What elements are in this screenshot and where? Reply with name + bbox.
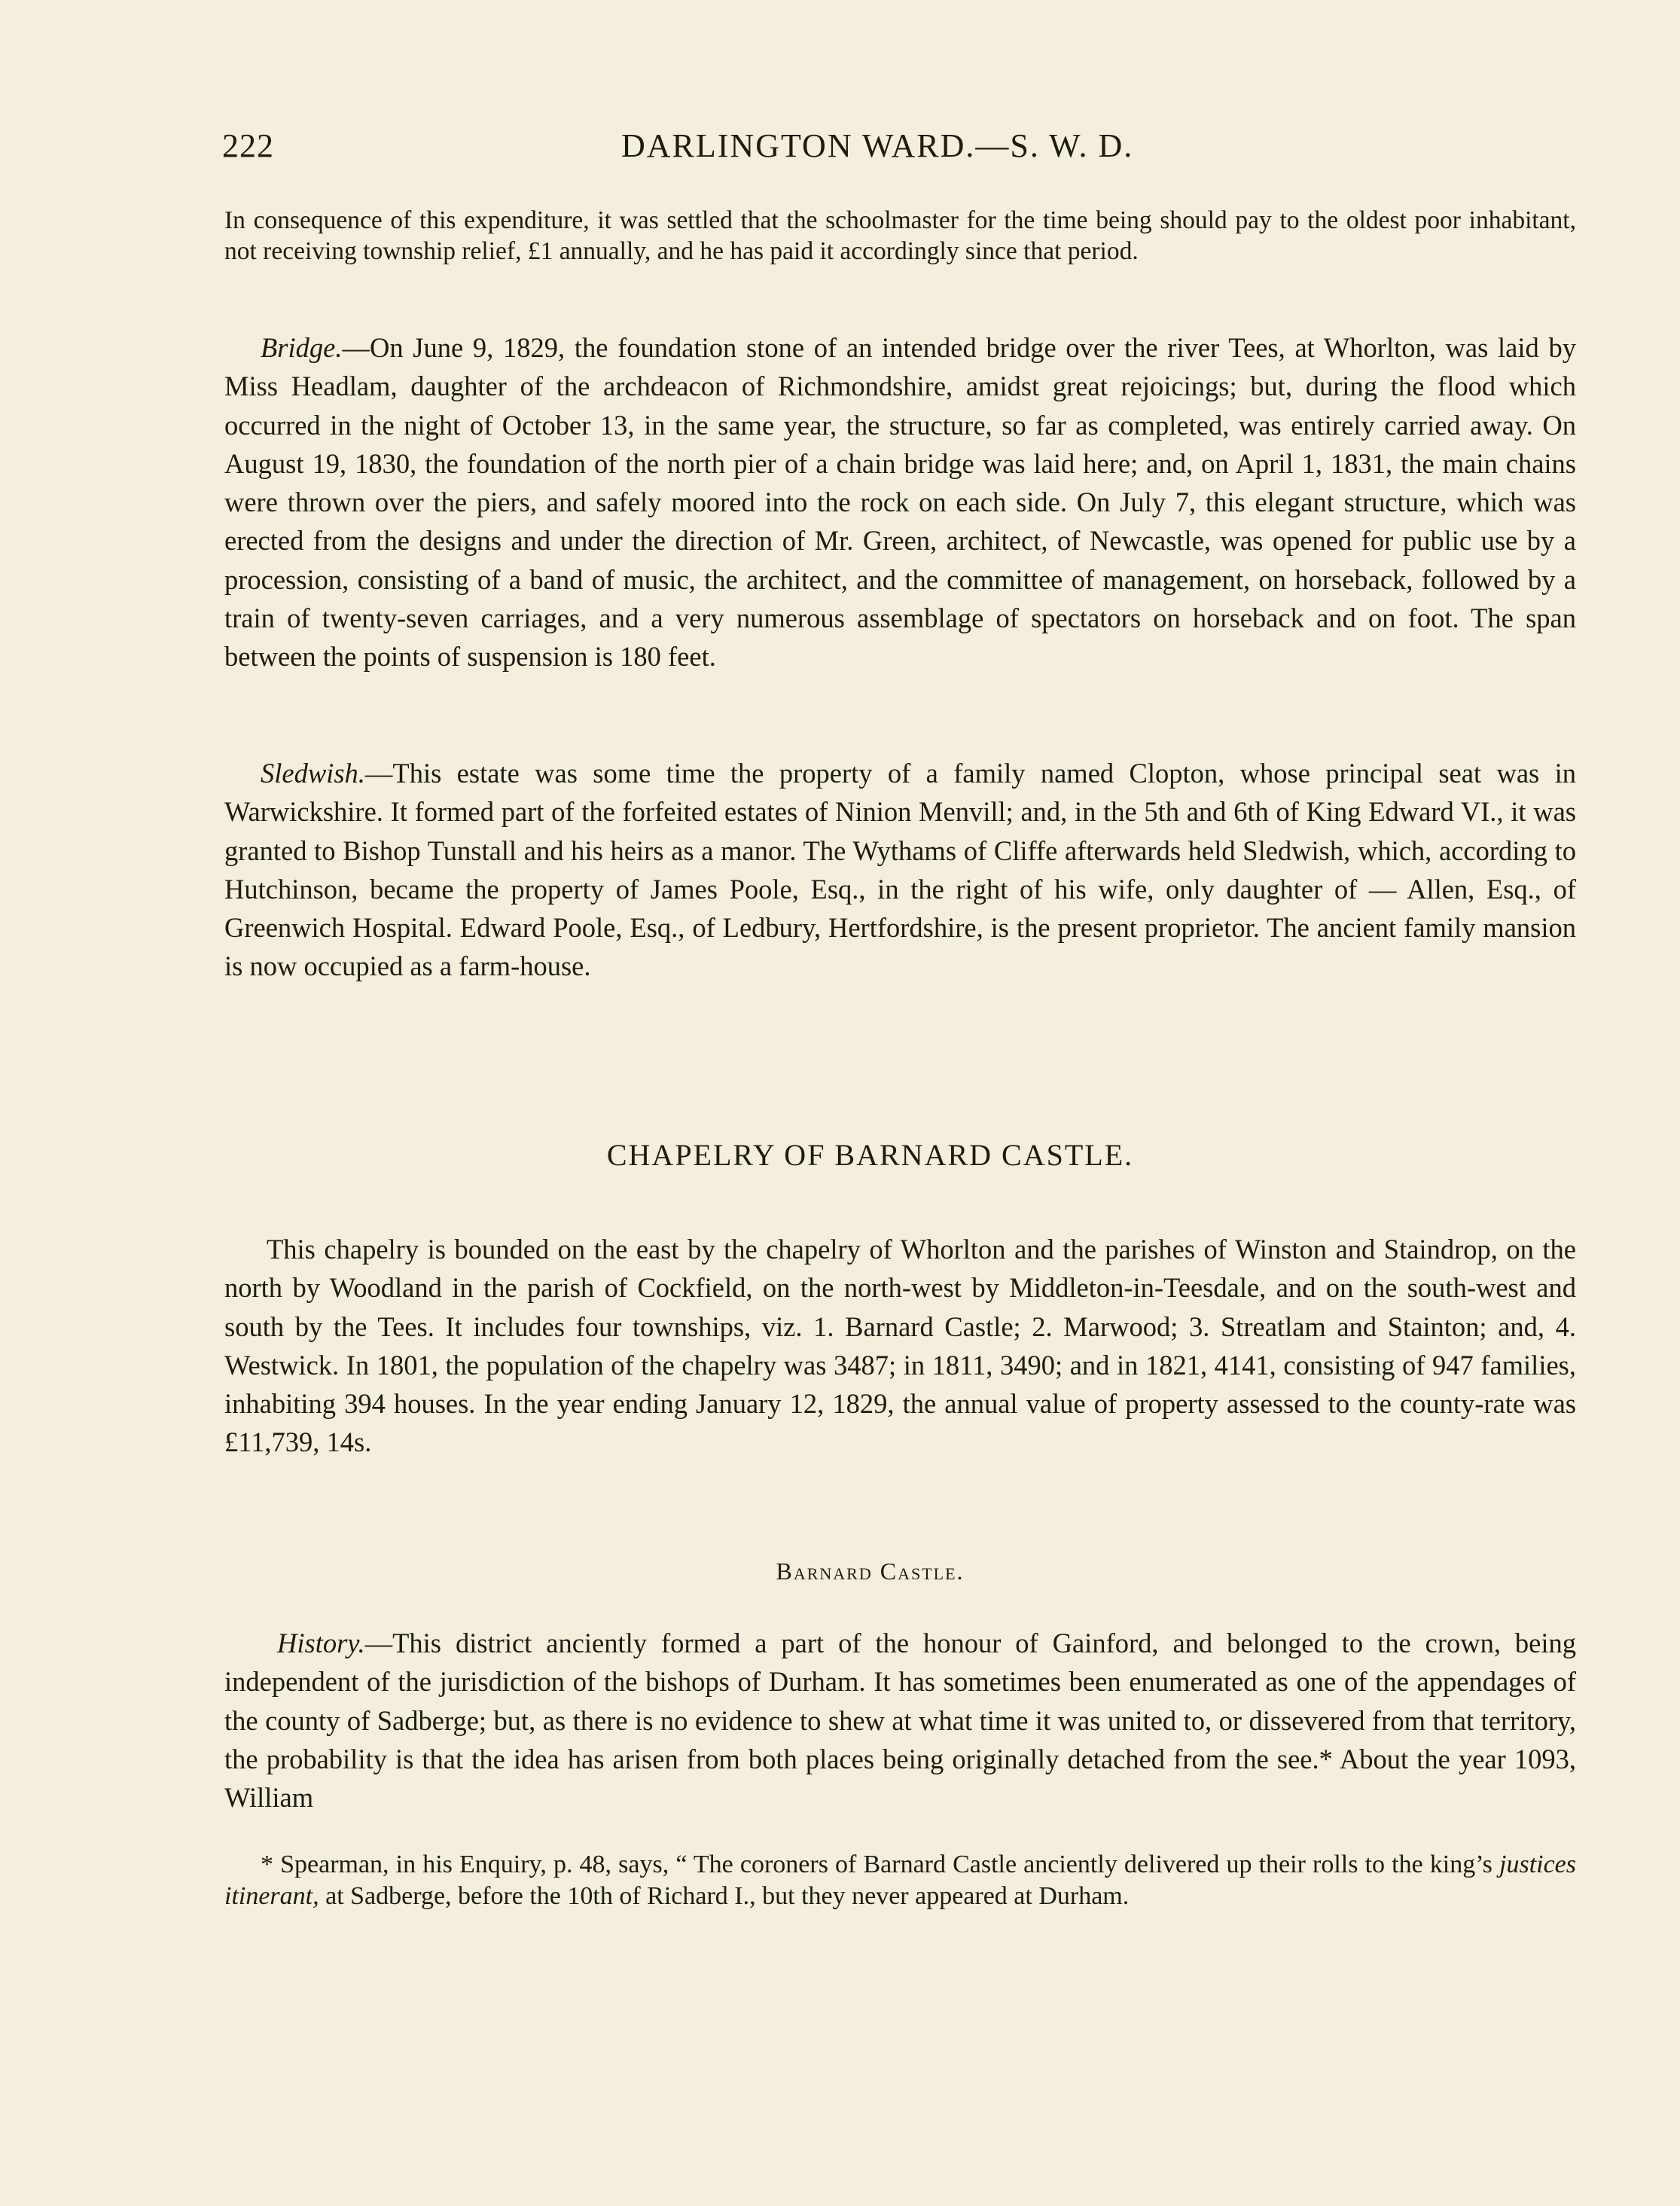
running-title: DARLINGTON WARD.—S. W. D.: [621, 127, 1134, 164]
section-heading-chapelry: CHAPELRY OF BARNARD CASTLE.: [606, 1138, 1134, 1172]
paragraph-history: [224, 1624, 1576, 1817]
sledwish-text: —This estate was some time the property of a family named Clopton, whose principal seat was in Warwickshire. It formed part of the forfeited estates of Ninion Menvill; and, in the 5th and 6th of King Edward VI., it was granted to Bishop Tunstall and his heirs as a manor. The Wythams of Cliffe afterwards held Sledwish, which, according to Hutchinson, became the property of James Poole, Esq., in the right of his wife, only daughter of — Allen, Esq., of Greenwich Hospital. Edward Poole, Esq., of Ledbury, Hertfordshire, is the present proprietor. The ancient family mansion is now occupied as a farm-house.: [224, 758, 1576, 982]
bridge-text: —On June 9, 1829, the foundation stone of an intended bridge over the river Tees, at Whorlton, was laid by Miss Headlam, daughter of the archdeacon of Richmondshire, amidst great rejoicings; but, during the flood which occurred in the night of October 13, in the same year, the structure, so far as completed, was entirely carried away. On August 19, 1830, the foundation of the north pier of a chain bridge was laid here; and, on April 1, 1831, the main chains were thrown over the piers, and safely moored into the rock on each side. On July 7, this elegant structure, which was erected from the designs and under the direction of Mr. Green, architect, of Newcastle, was opened for public use by a procession, consisting of a band of music, the architect, and the committee of management, on horseback, followed by a train of twenty-seven carriages, and a very numerous assemblage of spectators on horseback and on foot. The span between the points of suspension is 180 feet.: [224, 332, 1576, 673]
page-number: 222: [222, 127, 274, 164]
subheading-barnard-castle: Barnard Castle.: [776, 1558, 965, 1585]
sledwish-lead: Sledwish.: [261, 758, 365, 789]
running-head: [222, 127, 1578, 172]
footnote-text-after: at Sadberge, before the 10th of Richard I., but they never appeared at Durham.: [319, 1882, 1130, 1910]
footnote: [224, 1849, 1576, 1912]
paragraph-chapelry: This chapelry is bounded on the east by the chapelry of Whorlton and the parishes of Winston and Staindrop, on the north by Woodland in the parish of Cockfield, on the north-west by Middleton-in-Teesdale, and on the south-west and south by the Tees. It includes four townships, viz. 1. Barnard Castle; 2. Marwood; 3. Streatlam and Stainton; and, 4. Westwick. In 1801, the population of the chapelry was 3487; in 1811, 3490; and in 1821, 4141, consisting of 947 families, inhabiting 394 houses. In the year ending January 12, 1829, the annual value of property assessed to the county-rate was £11,739, 14s.: [224, 1234, 1576, 1458]
footnote-italic: justices itinerant,: [224, 1851, 1576, 1910]
history-text: —This district anciently formed a part of the honour of Gainford, and belonged to the crown, being independent of the jurisdiction of the bishops of Durham. It has sometimes been enumerated as one of the appendages of the county of Sadberge; but, as there is no evidence to shew at what time it was united to, or dissevered from that territory, the probability is that the idea has arisen from both places being originally detached from the see.* About the year 1093, William: [224, 1628, 1576, 1814]
paragraph-sledwish: [224, 754, 1576, 986]
paragraph-expenditure: In consequence of this expenditure, it was settled that the schoolmaster for the time being should pay to the oldest poor inhabitant, not receiving township relief, £1 annually, and he has paid it accordingly since that period.: [224, 206, 1576, 265]
paragraph-bridge: [224, 328, 1576, 676]
footnote-text-before: * Spearman, in his Enquiry, p. 48, says, “ The coroners of Barnard Castle anciently delivered up their rolls to the king’s: [261, 1851, 1500, 1878]
bridge-lead: Bridge.: [261, 332, 343, 363]
history-lead: History.: [277, 1628, 365, 1658]
